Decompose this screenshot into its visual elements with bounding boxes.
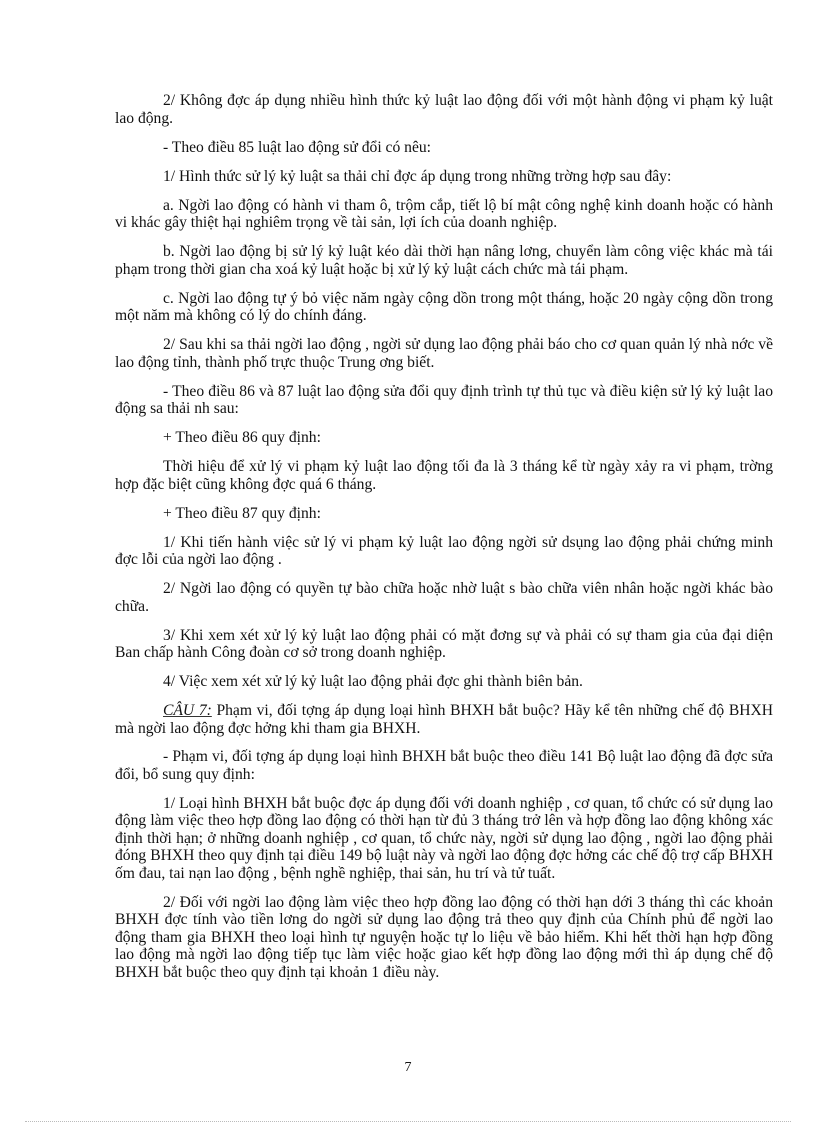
paragraph: 4/ Việc xem xét xử lý kỷ luật lao động phải đợc ghi thành biên bản. bbox=[163, 673, 583, 690]
paragraph: - Theo điều 85 luật lao động sử đổi có nêu: bbox=[163, 138, 432, 156]
paragraph: - Theo điều 86 và 87 luật lao động sửa đổi quy định trình tự thủ tục và điều kiện sử lý kỷ luật lao động sa thải nh sau: bbox=[115, 382, 773, 417]
paragraph: + Theo điều 86 quy định: bbox=[163, 429, 321, 446]
paragraph: Thời hiệu để xử lý vi phạm kỷ luật lao động tối đa là 3 tháng kể từ ngày xảy ra vi phạm, trờng hợp đặc biệt cũng không đợc quá 6 tháng. bbox=[115, 458, 773, 493]
paragraph: 2/ Đối với ngời lao động làm việc theo hợp đồng lao động có thời hạn dới 3 tháng thì các khoản BHXH đợc tính vào tiền lơng do ngời sử dụng lao động trả theo quy định của Chính phủ để ngời lao động tham gia BHXH theo loại hình tự nguyện hoặc tự lo liệu về bảo hiểm. Khi hết thời hạn hợp đồng lao động mà ngời lao động tiếp tục làm việc hoặc giao kết hợp đồng lao động mới thì áp dụng chế độ BHXH bắt buộc theo quy định tại khoản 1 điều này. bbox=[115, 893, 773, 981]
paragraph: 3/ Khi xem xét xử lý kỷ luật lao động phải có mặt đơng sự và phải có sự tham gia của đại diện Ban chấp hành Công đoàn cơ sở trong doanh nghiệp. bbox=[115, 626, 773, 661]
paragraph: 1/ Loại hình BHXH bắt buộc đợc áp dụng đối với doanh nghiệp , cơ quan, tổ chức có sử dụng lao động làm việc theo hợp đồng lao động có thời hạn từ đủ 3 tháng trở lên và hợp đồng lao động không xác định thời hạn; ở những doanh nghiệp , cơ quan, tổ chức này, ngời sử dụng lao động , ngời lao động phải đóng BHXH theo quy định tại điều 149 bộ luật này và ngời lao động đợc hởng các chế độ trợ cấp BHXH ốm đau, tai nạn lao động , bệnh nghề nghiệp, thai sản, hu trí và tử tuất. bbox=[115, 794, 773, 882]
paragraph: + Theo điều 87 quy định: bbox=[163, 504, 321, 522]
question-text: Phạm vi, đối tợng áp dụng loại hình BHXH bắt buộc? Hãy kể tên những chế độ BHXH mà ngời lao động đợc hởng khi tham gia BHXH. bbox=[115, 702, 774, 737]
document-body bbox=[115, 92, 773, 993]
paragraph: 1/ Hình thức sử lý kỷ luật sa thải chỉ đợc áp dụng trong những trờng hợp sau đây: bbox=[163, 167, 672, 185]
question-heading bbox=[115, 702, 773, 737]
page-number: 7 bbox=[404, 1060, 412, 1075]
page-bottom-divider bbox=[25, 1121, 791, 1122]
paragraph: c. Ngời lao động tự ý bỏ việc năm ngày cộng dồn trong một tháng, hoặc 20 ngày cộng dồn trong một năm mà không có lý do chính đáng. bbox=[115, 289, 773, 324]
paragraph: a. Ngời lao động có hành vi tham ô, trộm cắp, tiết lộ bí mật công nghệ kinh doanh hoặc có hành vi khác gây thiệt hại nghiêm trọng về tài sản, lợi ích của doanh nghiệp. bbox=[115, 196, 773, 231]
paragraph: 2/ Không đợc áp dụng nhiều hình thức kỷ luật lao động đối với một hành động vi phạm kỷ luật lao động. bbox=[115, 92, 773, 127]
paragraph: 1/ Khi tiến hành việc sử lý vi phạm kỷ luật lao động ngời sử dsụng lao động phải chứng minh đợc lỗi của ngời lao động . bbox=[115, 533, 773, 568]
paragraph: - Phạm vi, đối tợng áp dụng loại hình BHXH bắt buộc theo điều 141 Bộ luật lao động đã đợc sửa đổi, bổ sung quy định: bbox=[115, 748, 773, 783]
paragraph: b. Ngời lao động bị sử lý kỷ luật kéo dài thời hạn nâng lơng, chuyển làm công việc khác mà tái phạm trong thời gian cha xoá kỷ luật hoặc bị xử lý kỷ luật cách chức mà tái phạm. bbox=[115, 243, 773, 278]
question-label: CÂU 7: bbox=[163, 702, 212, 719]
paragraph: 2/ Sau khi sa thải ngời lao động , ngời sử dụng lao động phải báo cho cơ quan quản lý nhà nớc về lao động tỉnh, thành phố trực thuộc Trung ơng biết. bbox=[115, 336, 773, 371]
paragraph: 2/ Ngời lao động có quyền tự bào chữa hoặc nhờ luật s bào chữa viên nhân hoặc ngời khác bào chữa. bbox=[115, 580, 773, 615]
